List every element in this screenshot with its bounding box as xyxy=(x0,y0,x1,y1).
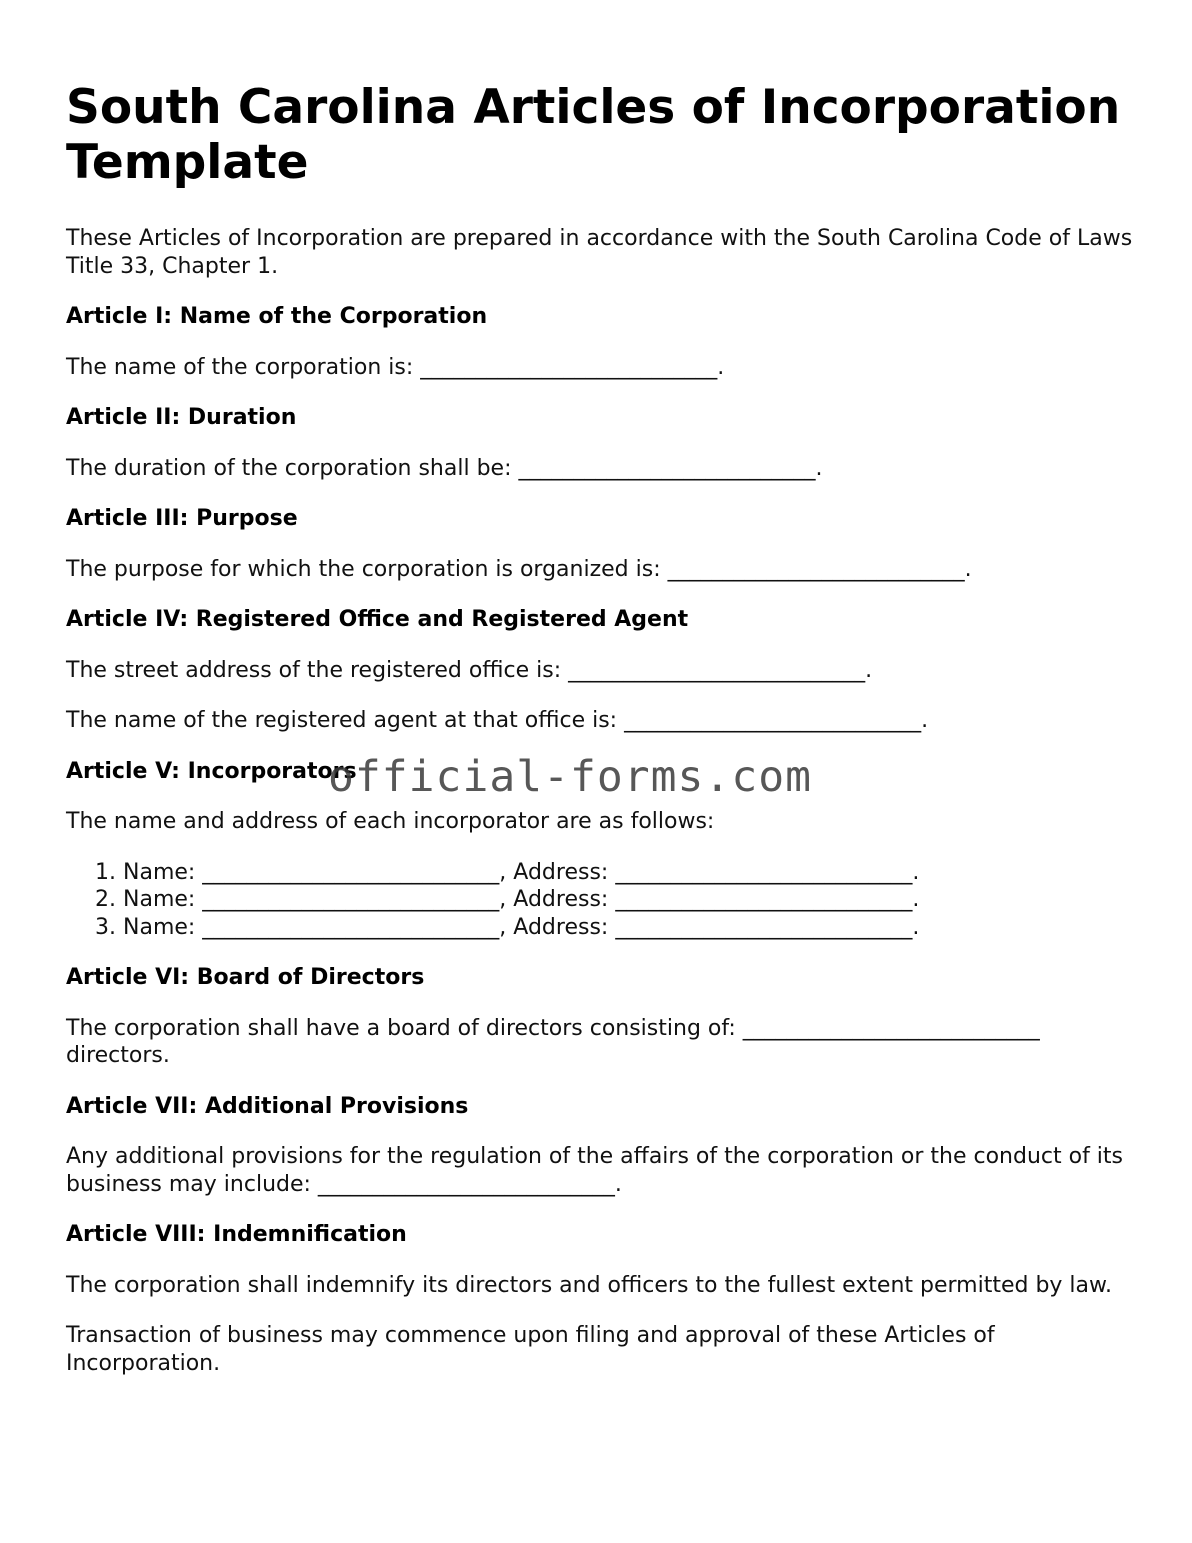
article-8-indemnification-text: The corporation shall indemnify its directors and officers to the fullest extent permitted by law. xyxy=(66,1272,1112,1298)
intro-paragraph: These Articles of Incorporation are prepared in accordance with the South Carolina Code of Laws Title 33, Chapter 1. xyxy=(66,226,1133,279)
article-3-heading: Article III: Purpose xyxy=(66,506,298,531)
article-6-heading: Article VI: Board of Directors xyxy=(66,965,425,990)
document-title: South Carolina Articles of Incorporation Template xyxy=(66,80,1121,190)
closing-statement: Transaction of business may commence upon filing and approval of these Articles of Incorporation. xyxy=(66,1323,995,1376)
incorporator-item: 2. Name: ___________________________, Address: ___________________________. xyxy=(123,886,1136,914)
article-2-heading: Article II: Duration xyxy=(66,405,297,430)
watermark-text: official-forms.com xyxy=(328,752,812,802)
article-6-directors-field: The corporation shall have a board of directors consisting of: ___________________________ directors. xyxy=(66,1015,1040,1068)
article-2-duration-field: The duration of the corporation shall be: ___________________________. xyxy=(66,455,823,481)
article-5-heading: Article V: Incorporators xyxy=(66,758,357,784)
article-8-heading: Article VIII: Indemnification xyxy=(66,1222,407,1247)
incorporator-item: 3. Name: ___________________________, Address: ___________________________. xyxy=(123,914,1136,942)
article-7-provisions-field: Any additional provisions for the regulation of the affairs of the corporation or the conduct of its business may include: ___________________________. xyxy=(66,1144,1124,1197)
incorporator-item: 1. Name: ___________________________, Address: ___________________________. xyxy=(123,859,1136,887)
article-4-office-address-field: The street address of the registered office is: ___________________________. xyxy=(66,657,873,683)
article-7-heading: Article VII: Additional Provisions xyxy=(66,1093,469,1119)
article-4-heading: Article IV: Registered Office and Registered Agent xyxy=(66,607,689,632)
article-1-heading: Article I: Name of the Corporation xyxy=(66,304,488,329)
article-3-purpose-field: The purpose for which the corporation is organized is: ___________________________. xyxy=(66,556,972,582)
article-1-name-field: The name of the corporation is: ___________________________. xyxy=(66,354,725,380)
article-5-intro: The name and address of each incorporator are as follows: xyxy=(66,809,715,834)
document-page xyxy=(66,80,1136,1400)
article-4-agent-name-field: The name of the registered agent at that office is: ___________________________. xyxy=(66,708,929,733)
incorporators-list xyxy=(66,859,1136,942)
